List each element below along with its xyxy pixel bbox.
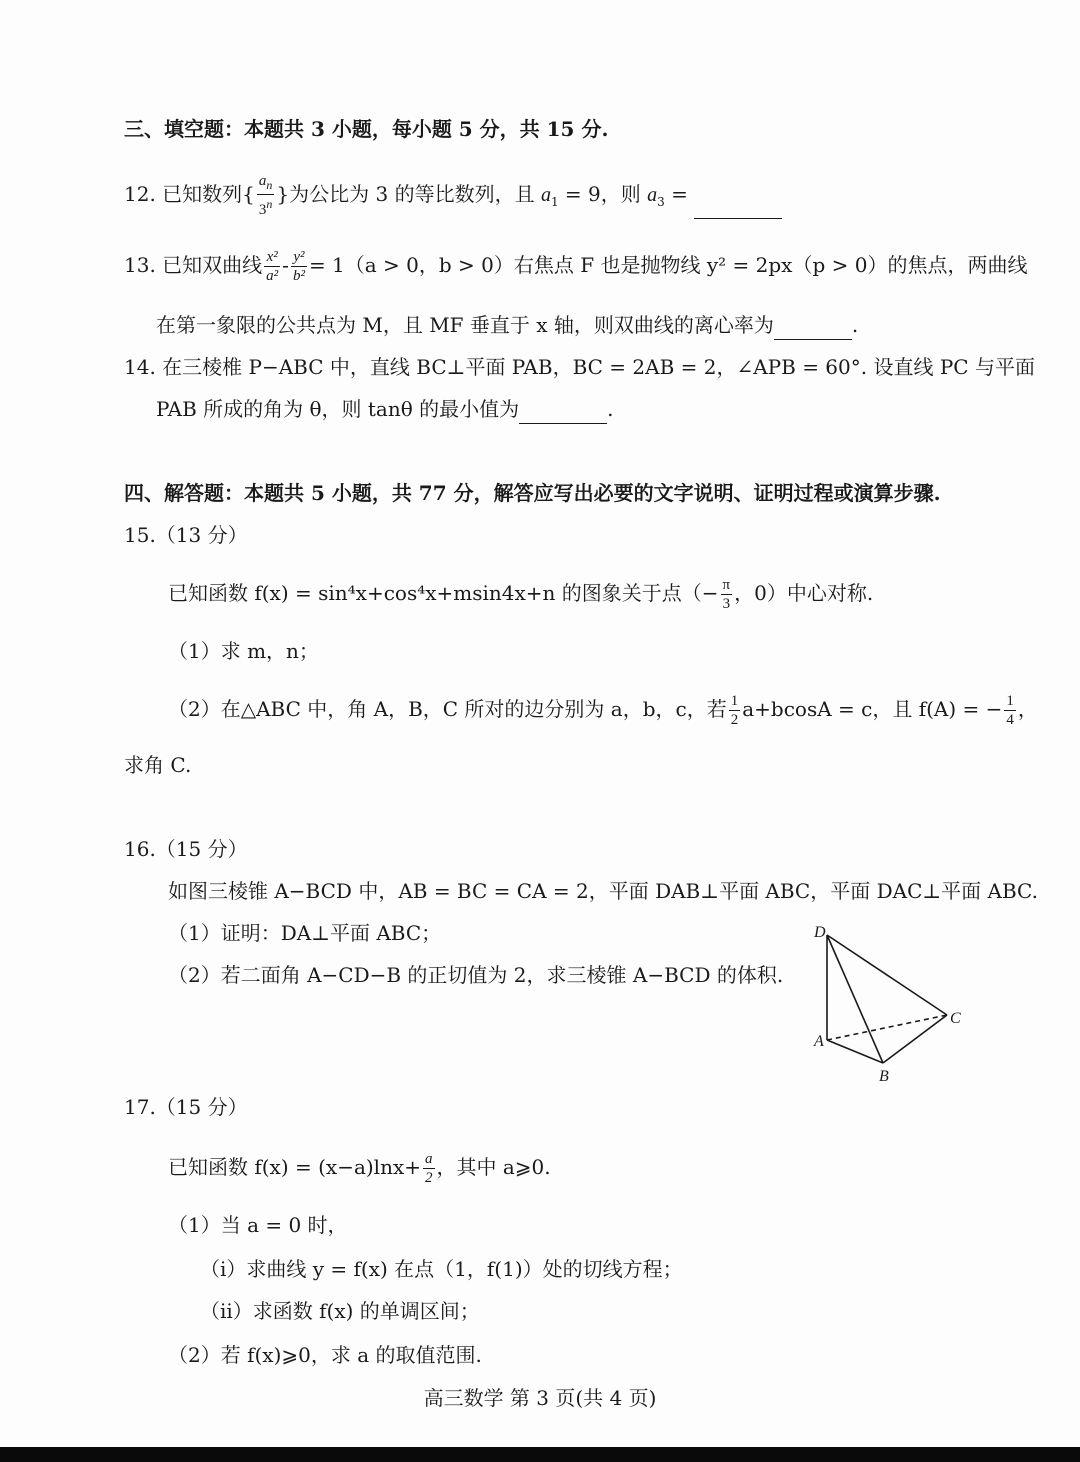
edge-BC bbox=[883, 1015, 947, 1063]
fraction-one-half: $\frac{1}{2}$ bbox=[730, 693, 739, 728]
label-B: B bbox=[879, 1068, 889, 1085]
tetrahedron-figure bbox=[800, 915, 980, 1090]
question-16-header: 16.（15 分） bbox=[124, 837, 248, 861]
question-text: 已知数列{ bbox=[162, 182, 255, 206]
question-number: 13. bbox=[124, 253, 156, 277]
answer-blank[interactable] bbox=[694, 198, 782, 219]
answer-blank[interactable] bbox=[774, 319, 852, 340]
fraction-one-quarter: $\frac{1}{4}$ bbox=[1006, 693, 1014, 728]
question-14: 14. 在三棱椎 P−ABC 中，直线 BC⊥平面 PAB，BC = 2AB = 2，∠APB = 60°. 设直线 PC 与平面 bbox=[124, 355, 1035, 379]
section-3-title: 三、填空题：本题共 3 小题，每小题 5 分，共 15 分. bbox=[124, 117, 609, 141]
question-17-stem: 已知函数 f(x) = (x−a)lnx+ $\frac{a}{2}$ ，其中 a⩾0. bbox=[168, 1151, 551, 1186]
fraction-x2-over-a2: $\frac{\text{x²}}{\text{a²}}$ bbox=[266, 249, 279, 284]
question-16-stem: 如图三棱锥 A−BCD 中，AB = BC = CA = 2，平面 DAB⊥平面 ABC，平面 DAC⊥平面 ABC. bbox=[168, 879, 1038, 903]
page-footer: 高三数学 第 3 页(共 4 页) bbox=[423, 1386, 657, 1410]
bottom-black-bar bbox=[0, 1447, 1080, 1462]
question-number: 12. bbox=[124, 182, 156, 206]
question-16-part-1: （1）证明：DA⊥平面 ABC； bbox=[168, 921, 442, 945]
fraction-pi-over-3: $\frac{\pi}{3}$ bbox=[722, 577, 731, 612]
question-number: 14. bbox=[124, 355, 156, 379]
label-C: C bbox=[950, 1010, 961, 1027]
question-17-header: 17.（15 分） bbox=[124, 1095, 248, 1119]
question-17-part-1-i: （i）求曲线 y = f(x) 在点（1，f(1)）处的切线方程； bbox=[200, 1257, 683, 1281]
question-15-part-2: （2）在△ABC 中，角 A，B，C 所对的边分别为 a，b，c，若 $\frac{1}{2}$ a+bcosA = c，且 f(A) = − $\frac{1}{4}$ ， bbox=[168, 693, 1038, 728]
question-17-part-1: （1）当 a = 0 时， bbox=[168, 1213, 348, 1237]
fraction-a-over-2: $\frac{a}{2}$ bbox=[425, 1151, 433, 1186]
question-15-part-1: （1）求 m，n； bbox=[168, 639, 319, 663]
section-4-title: 四、解答题：本题共 5 小题，共 77 分，解答应写出必要的文字说明、证明过程或演算步骤. bbox=[124, 481, 941, 505]
question-13-line-2: 在第一象限的公共点为 M，且 MF 垂直于 x 轴，则双曲线的离心率为 . bbox=[156, 310, 858, 340]
fraction-an-over-3n: $\frac{a_n}{3^n}$ bbox=[258, 173, 273, 218]
question-14-line-2: PAB 所成的角为 θ，则 tanθ 的最小值为 . bbox=[156, 394, 613, 424]
fraction-y2-over-b2: $\frac{\text{y²}}{\text{b²}}$ bbox=[292, 249, 305, 284]
answer-blank[interactable] bbox=[519, 403, 607, 424]
question-12: 12. 已知数列{ $\frac{a_n}{3^n}$ }为公比为 3 的等比数列，且 $a_1 = 9$，则 $a_3$ = bbox=[124, 172, 782, 219]
question-17-part-2: （2）若 f(x)⩾0，求 a 的取值范围. bbox=[168, 1343, 482, 1367]
question-16-part-2: （2）若二面角 A−CD−B 的正切值为 2，求三棱锥 A−BCD 的体积. bbox=[168, 963, 784, 987]
question-text: }为公比为 3 的等比数列，且 bbox=[276, 182, 541, 206]
question-15-stem: 已知函数 f(x) = sin⁴x+cos⁴x+msin4x+n 的图象关于点（− $\frac{\pi}{3}$ ，0）中心对称. bbox=[168, 577, 874, 612]
question-17-part-1-ii: （ii）求函数 f(x) 的单调区间； bbox=[200, 1299, 480, 1323]
question-15-part-2-end: 求角 C. bbox=[124, 753, 192, 777]
label-A: A bbox=[814, 1033, 824, 1050]
edge-AC-hidden bbox=[827, 1015, 947, 1040]
label-D: D bbox=[814, 924, 826, 941]
question-15-header: 15.（13 分） bbox=[124, 523, 248, 547]
question-13: 13. 已知双曲线 $\frac{\text{x²}}{\text{a²}}$ - $\frac{\text{y²}}{\text{b²}}$ = 1（a > 0，b > 0）右焦点 F 也是抛物线 y² = 2px（p > 0）的焦点，两曲线 bbox=[124, 249, 1028, 284]
